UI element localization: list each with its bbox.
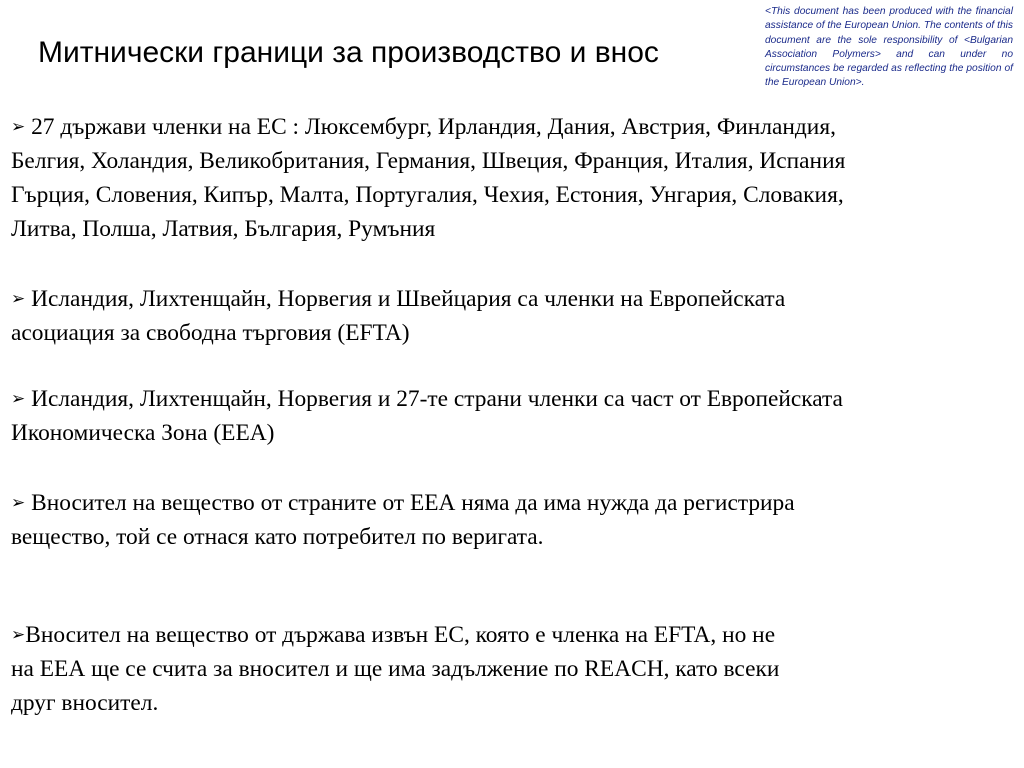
bullet-text: 27 държави членки на ЕС : Люксембург, Ирландия, Дания, Австрия, Финландия, (31, 114, 836, 140)
bullet-eea-importer (11, 486, 795, 554)
bullet-eea (11, 382, 843, 450)
bullet-efta (11, 282, 785, 350)
bullet-eu-members (11, 110, 845, 246)
eu-disclaimer: <This document has been produced with the financial assistance of the European Union. The contents of this document are the sole responsibility of <Bulgarian Association Polymers> and can under no circumstances be regarded as reflecting the position of the European Union>. (765, 6, 1013, 89)
bullet-text: Вносител на вещество от страните от ЕЕА няма да има нужда да регистрира (31, 490, 795, 516)
arrow-bullet-icon: ➢ (11, 493, 26, 513)
bullet-line: на ЕЕА ще се счита за вносител и ще има задължение по REACH, като всеки (11, 656, 780, 682)
bullet-line: Гърция, Словения, Кипър, Малта, Португалия, Чехия, Естония, Унгария, Словакия, (11, 182, 844, 208)
bullet-line: друг вносител. (11, 690, 159, 716)
bullet-line: вещество, той се отнася като потребител по веригата. (11, 524, 544, 550)
arrow-bullet-icon: ➢ (11, 289, 26, 309)
bullet-line (11, 110, 845, 144)
bullet-text: Исландия, Лихтенщайн, Норвегия и 27-те страни членки са част от Европейската (31, 386, 843, 412)
bullet-line: асоциация за свободна търговия (EFTA) (11, 320, 410, 346)
bullet-line (11, 618, 779, 652)
arrow-bullet-icon: ➢ (11, 389, 26, 409)
arrow-bullet-icon: ➢ (11, 625, 26, 645)
bullet-line (11, 382, 843, 416)
bullet-line: Белгия, Холандия, Великобритания, Германия, Швеция, Франция, Италия, Испания (11, 148, 846, 174)
bullet-text: Вносител на вещество от държава извън ЕС, която е членка на EFTA, но не (25, 622, 776, 648)
bullet-line (11, 282, 785, 316)
bullet-efta-importer (11, 618, 779, 720)
slide-title: Митнически граници за производство и внос (38, 36, 659, 69)
bullet-line: Икономическа Зона (ЕЕА) (11, 420, 275, 446)
arrow-bullet-icon: ➢ (11, 117, 26, 137)
bullet-text: Исландия, Лихтенщайн, Норвегия и Швейцария са членки на Европейската (31, 286, 786, 312)
bullet-line: Литва, Полша, Латвия, България, Румъния (11, 216, 436, 242)
bullet-line (11, 486, 795, 520)
